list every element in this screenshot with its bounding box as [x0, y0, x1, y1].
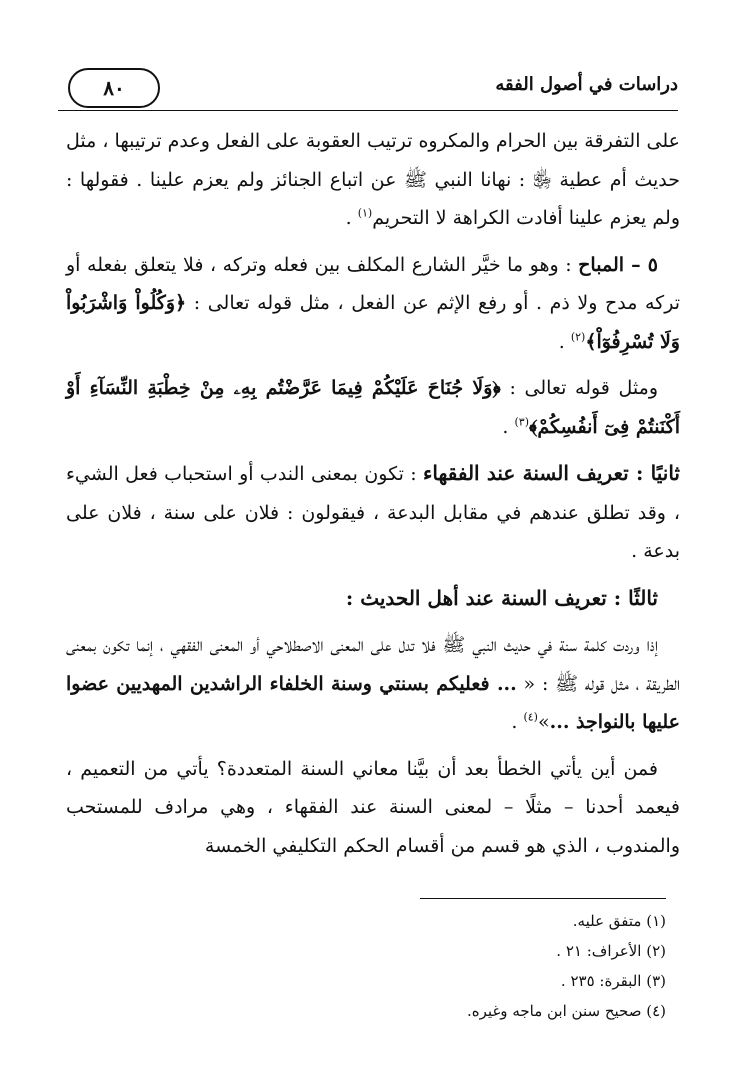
paragraph-end: . — [345, 207, 358, 229]
page-number: ٨٠ — [68, 68, 160, 108]
section-label-mubah: ٥ – المباح — [578, 253, 658, 276]
quote-close: » — [537, 711, 550, 733]
footnote-ref-2: (٢) — [570, 330, 586, 344]
hadith-quote: ... فعليكم بسنتي وسنة الخلفاء الراشدين المهديين عضوا عليها بالنواجذ ... — [66, 672, 680, 733]
paragraph-text: : تكون بمعنى الندب أو استحباب فعل الشيء ، وقد تطلق عندهم في مقابل البدعة ، فيقولون : فلان على سنة ، فلان على بدعة . — [66, 463, 680, 562]
paragraph-text: ومثل قوله تعالى : — [500, 377, 658, 399]
footnote-2: (٢) الأعراف: ٢١ . — [556, 942, 666, 960]
footnote-1: (١) متفق عليه. — [572, 912, 666, 930]
quran-verse: ﴿وَكُلُواْ وَاشْرَبُواْ وَلَا تُسْرِفُوٓاْ﴾ — [66, 292, 680, 353]
paragraph-sunnah-hadith — [66, 626, 680, 742]
paragraph-second-verse — [66, 369, 680, 446]
footnote-divider — [420, 898, 666, 899]
book-title: دراسات في أصول الفقه — [495, 74, 678, 95]
header-divider — [58, 110, 678, 111]
paragraph-makrooh-end — [66, 122, 680, 238]
paragraph-sunnah-fuqaha — [66, 454, 680, 571]
paragraph-text: : وهو ما خيَّر الشارع المكلف بين فعله وتركه ، فلا يتعلق بفعله أو تركه مدح ولا ذم . أو رفع الإثم عن الفعل ، مثل قوله تعالى : — [66, 253, 680, 314]
footnote-3: (٣) البقرة: ٢٣٥ . — [560, 972, 666, 990]
paragraph-end: . — [558, 330, 571, 353]
heading-text: ثالثًا : تعريف السنة عند أهل الحديث : — [345, 585, 658, 610]
footnote-ref-1: (١) — [357, 206, 373, 220]
paragraph-mubah — [66, 246, 680, 362]
paragraph-end: . — [511, 711, 524, 733]
paragraph-text: فمن أين يأتي الخطأ بعد أن بيَّنا معاني السنة المتعددة؟ يأتي من التعميم ، فيعمد أحدنا – مثلًا – لمعنى السنة عند الفقهاء ، وهي مرادف للمستحب والمندوب ، الذي هو قسم من أقسام الحكم التكليفي الخمسة — [66, 757, 680, 857]
quran-verse: ﴿وَلَا جُنَاحَ عَلَيْكُمْ فِيمَا عَرَّضْتُم بِهِۦ مِنْ خِطْبَةِ النِّسَآءِ أَوْ أَكْنَنتُمْ فِىٓ أَنفُسِكُمْ﴾ — [66, 377, 680, 438]
main-text — [66, 122, 680, 873]
footnote-ref-4: (٤) — [523, 710, 538, 724]
footnotes — [52, 906, 666, 1026]
paragraph-text: إذا وردت كلمة سنة في حديث النبي ﷺ فلا تدل على المعنى الاصطلاحي أو المعنى الفقهي ، إنما تكون بمعنى الطريقة ، مثل قوله ﷺ : « — [66, 634, 680, 695]
paragraph-end: . — [502, 415, 515, 438]
footnote-4: (٤) صحيح سنن ابن ماجه وغيره. — [467, 1002, 666, 1020]
paragraph-text: على التفرقة بين الحرام والمكروه ترتيب العقوبة على الفعل وعدم ترتيبها ، مثل حديث أم عطية ﵂ : نهانا النبي ﷺ عن اتباع الجنائز ولم يعزم علينا . فقولها : ولم يعزم علينا أفادت الكراهة لا التحريم — [66, 130, 680, 229]
section-heading-hadith — [66, 579, 680, 619]
paragraph-error-source — [66, 750, 680, 866]
page-header — [58, 68, 678, 112]
section-heading-fuqaha: ثانيًا : تعريف السنة عند الفقهاء — [423, 461, 680, 485]
footnote-ref-3: (٣) — [514, 415, 529, 429]
